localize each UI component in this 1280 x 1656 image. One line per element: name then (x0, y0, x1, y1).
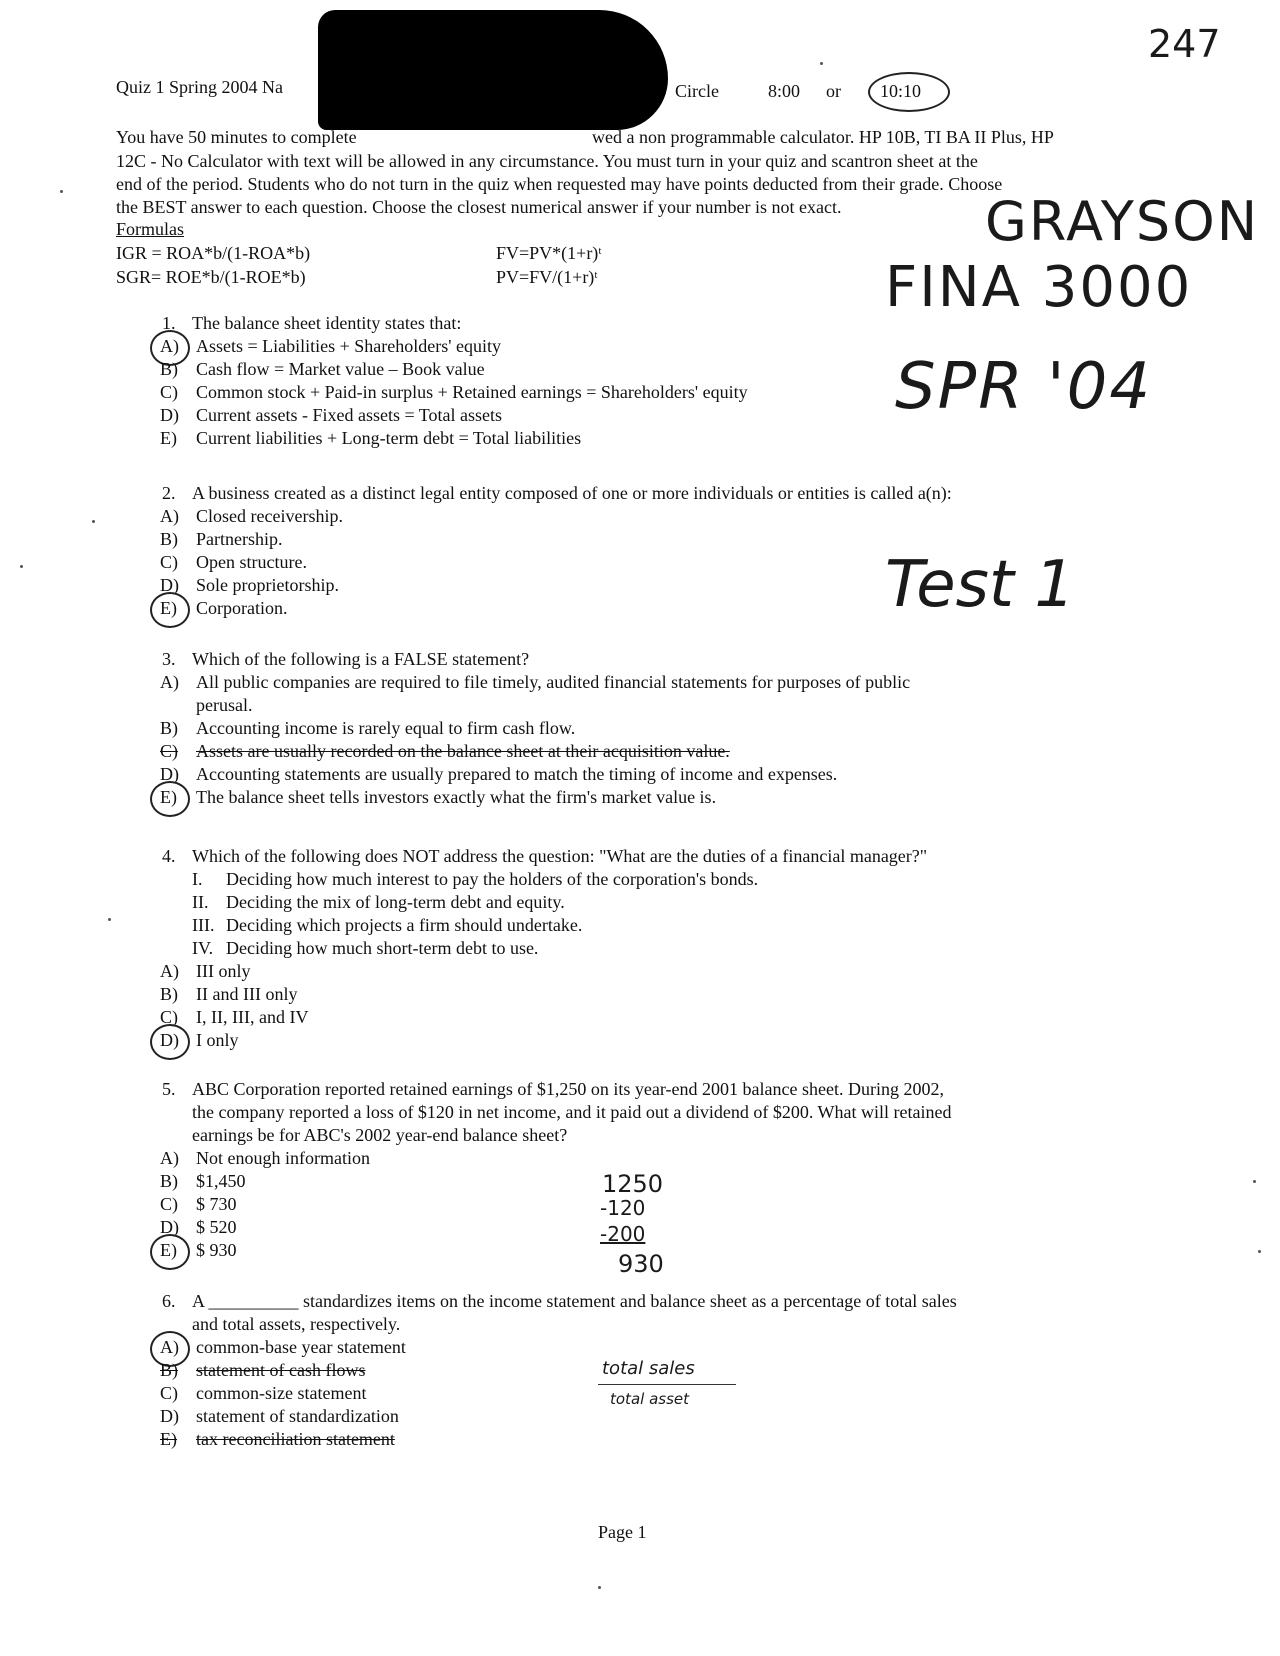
scan-speck (1258, 1250, 1261, 1253)
question-4-option-label[interactable]: D) (160, 1030, 179, 1050)
question-2-option-label[interactable]: C) (160, 552, 178, 572)
question-4-roman-text: Deciding the mix of long-term debt and equity. (226, 892, 565, 912)
page-number-handwritten: 247 (1148, 22, 1221, 66)
page-footer: Page 1 (598, 1522, 647, 1542)
instructions-line-1: You have 50 minutes to complete (116, 127, 357, 147)
time-option-1010: 10:10 (880, 81, 922, 101)
redaction-block (318, 10, 668, 130)
question-2-option-label[interactable]: D) (160, 575, 179, 595)
question-6-option-label[interactable]: A) (160, 1337, 179, 1357)
time-option-800: 8:00 (768, 81, 801, 101)
question-3-option-label[interactable]: A) (160, 672, 179, 692)
handwritten-test-label: Test 1 (885, 548, 1076, 622)
calc-result: 930 (618, 1250, 664, 1278)
question-3-option-label[interactable]: C) (160, 741, 178, 761)
question-4-roman-text: Deciding how much interest to pay the holders of the corporation's bonds. (226, 869, 759, 889)
question-5-option-label[interactable]: B) (160, 1171, 178, 1191)
question-2-stem: A business created as a distinct legal entity composed of one or more individuals or entities is called a(n): (192, 483, 952, 503)
question-3-answer-circle (150, 781, 190, 817)
question-6-option-text[interactable]: statement of standardization (196, 1406, 399, 1426)
question-1-option-text[interactable]: Current liabilities + Long-term debt = Total liabilities (196, 428, 582, 448)
question-4-option-text[interactable]: III only (196, 961, 251, 981)
question-2-option-text[interactable]: Partnership. (196, 529, 283, 549)
question-6-option-label[interactable]: C) (160, 1383, 178, 1403)
question-6-stem: A __________ standardizes items on the income statement and balance sheet as a percentage of total sales (192, 1291, 957, 1311)
question-1-option-label[interactable]: D) (160, 405, 179, 425)
question-3-option-label[interactable]: D) (160, 764, 179, 784)
question-6-option-text[interactable]: common-base year statement (196, 1337, 406, 1357)
question-2-option-label[interactable]: B) (160, 529, 178, 549)
question-1-option-label[interactable]: A) (160, 336, 179, 356)
question-5-option-label[interactable]: D) (160, 1217, 179, 1237)
question-6-number: 6. (162, 1291, 176, 1311)
question-5-option-text[interactable]: Not enough information (196, 1148, 370, 1168)
question-1-number: 1. (162, 313, 176, 333)
formula-pv: PV=FV/(1+r)ᵗ (496, 267, 598, 287)
question-2-option-label[interactable]: E) (160, 598, 177, 618)
question-2-answer-circle (150, 592, 190, 628)
question-2-option-text[interactable]: Sole proprietorship. (196, 575, 339, 595)
question-5-stem: ABC Corporation reported retained earnings of $1,250 on its year-end 2001 balance sheet. During 2002, (192, 1079, 944, 1099)
instructions-line-1b: wed a non programmable calculator. HP 10B, TI BA II Plus, HP (592, 127, 1054, 147)
fraction-line (598, 1384, 736, 1385)
question-1-option-text[interactable]: Current assets - Fixed assets = Total assets (196, 405, 503, 425)
question-3-number: 3. (162, 649, 176, 669)
question-6-option-text[interactable]: tax reconciliation statement (196, 1429, 395, 1449)
question-3-option-text[interactable]: Assets are usually recorded on the balance sheet at their acquisition value. (196, 741, 730, 761)
question-4-roman-text: Deciding which projects a firm should undertake. (226, 915, 583, 935)
question-4-option-label[interactable]: B) (160, 984, 178, 1004)
question-1-option-text[interactable]: Cash flow = Market value – Book value (196, 359, 485, 379)
question-6-option-text[interactable]: common-size statement (196, 1383, 367, 1403)
note-total-asset: total asset (610, 1390, 689, 1408)
question-5-option-text[interactable]: $1,450 (196, 1171, 246, 1191)
question-4-roman-label: III. (192, 915, 215, 935)
question-6-option-label[interactable]: E) (160, 1429, 177, 1449)
calc-line-2: -120 (600, 1196, 646, 1220)
question-5-option-text[interactable]: $ 730 (196, 1194, 237, 1214)
scan-speck (92, 520, 95, 523)
question-4-roman-label: II. (192, 892, 209, 912)
question-6-stem: and total assets, respectively. (192, 1314, 401, 1334)
question-4-stem: Which of the following does NOT address the question: "What are the duties of a financial manager?" (192, 846, 928, 866)
question-6-option-label[interactable]: D) (160, 1406, 179, 1426)
question-2-option-text[interactable]: Corporation. (196, 598, 288, 618)
handwritten-name: GRAYSON (985, 190, 1260, 253)
formula-igr: IGR = ROA*b/(1-ROA*b) (116, 243, 311, 263)
question-3-option-text-cont[interactable]: perusal. (196, 695, 253, 715)
question-5-option-text[interactable]: $ 930 (196, 1240, 237, 1260)
question-4-answer-circle (150, 1024, 190, 1060)
instructions-line-4: the BEST answer to each question. Choose the closest numerical answer if your number is not exact. (116, 197, 842, 217)
question-1-option-label[interactable]: B) (160, 359, 178, 379)
time-circle-mark (868, 72, 950, 112)
quiz-title: Quiz 1 Spring 2004 Na (116, 77, 283, 97)
question-3-option-label[interactable]: E) (160, 787, 177, 807)
question-3-option-text[interactable]: Accounting statements are usually prepared to match the timing of income and expenses. (196, 764, 838, 784)
question-5-option-label[interactable]: A) (160, 1148, 179, 1168)
question-4-option-text[interactable]: I, II, III, and IV (196, 1007, 309, 1027)
question-4-option-label[interactable]: C) (160, 1007, 178, 1027)
question-3-stem: Which of the following is a FALSE statement? (192, 649, 530, 669)
question-3-option-label[interactable]: B) (160, 718, 178, 738)
scan-speck (108, 918, 111, 921)
question-4-roman-label: IV. (192, 938, 214, 958)
handwritten-term: SPR '04 (895, 350, 1153, 424)
question-2-option-text[interactable]: Open structure. (196, 552, 307, 572)
question-3-option-text[interactable]: All public companies are required to file timely, audited financial statements for purposes of public (196, 672, 911, 692)
question-2-number: 2. (162, 483, 176, 503)
note-total-sales: total sales (602, 1358, 695, 1379)
scan-speck (1253, 1180, 1256, 1183)
question-4-option-label[interactable]: A) (160, 961, 179, 981)
question-1-option-text[interactable]: Assets = Liabilities + Shareholders' equity (196, 336, 501, 356)
scan-speck (60, 190, 63, 193)
question-4-roman-text: Deciding how much short-term debt to use. (226, 938, 539, 958)
question-3-option-text[interactable]: Accounting income is rarely equal to firm cash flow. (196, 718, 576, 738)
circle-label: Circle (675, 81, 719, 101)
handwritten-course: FINA 3000 (885, 255, 1193, 320)
instructions-line-2: 12C - No Calculator with text will be allowed in any circumstance. You must turn in your quiz and scantron sheet at the (116, 151, 978, 171)
or-label: or (826, 81, 841, 101)
question-5-answer-circle (150, 1234, 190, 1270)
scan-speck (20, 565, 23, 568)
formula-fv: FV=PV*(1+r)ᵗ (496, 243, 602, 263)
question-5-stem: the company reported a loss of $120 in net income, and it paid out a dividend of $200. What will retained (192, 1102, 952, 1122)
question-3-option-text[interactable]: The balance sheet tells investors exactly what the firm's market value is. (196, 787, 717, 807)
question-6-option-label[interactable]: B) (160, 1360, 178, 1380)
question-4-number: 4. (162, 846, 176, 866)
scan-speck (820, 62, 823, 65)
question-1-stem: The balance sheet identity states that: (192, 313, 462, 333)
formulas-heading: Formulas (116, 219, 185, 239)
calc-line-3: -200 (600, 1222, 646, 1246)
question-5-option-label[interactable]: C) (160, 1194, 178, 1214)
question-5-stem: earnings be for ABC's 2002 year-end balance sheet? (192, 1125, 568, 1145)
question-6-option-text[interactable]: statement of cash flows (196, 1360, 366, 1380)
question-2-option-text[interactable]: Closed receivership. (196, 506, 343, 526)
question-1-option-text[interactable]: Common stock + Paid-in surplus + Retained earnings = Shareholders' equity (196, 382, 748, 402)
instructions-line-3: end of the period. Students who do not turn in the quiz when requested may have points deducted from their grade. Choose (116, 174, 1003, 194)
question-5-option-text[interactable]: $ 520 (196, 1217, 237, 1237)
formula-sgr: SGR= ROE*b/(1-ROE*b) (116, 267, 306, 287)
question-1-option-label[interactable]: E) (160, 428, 177, 448)
question-2-option-label[interactable]: A) (160, 506, 179, 526)
question-4-option-text[interactable]: I only (196, 1030, 239, 1050)
calc-line-1: 1250 (602, 1170, 664, 1198)
question-5-number: 5. (162, 1079, 176, 1099)
question-5-option-label[interactable]: E) (160, 1240, 177, 1260)
question-1-option-label[interactable]: C) (160, 382, 178, 402)
question-4-option-text[interactable]: II and III only (196, 984, 298, 1004)
question-4-roman-label: I. (192, 869, 203, 889)
scan-speck (598, 1586, 601, 1589)
